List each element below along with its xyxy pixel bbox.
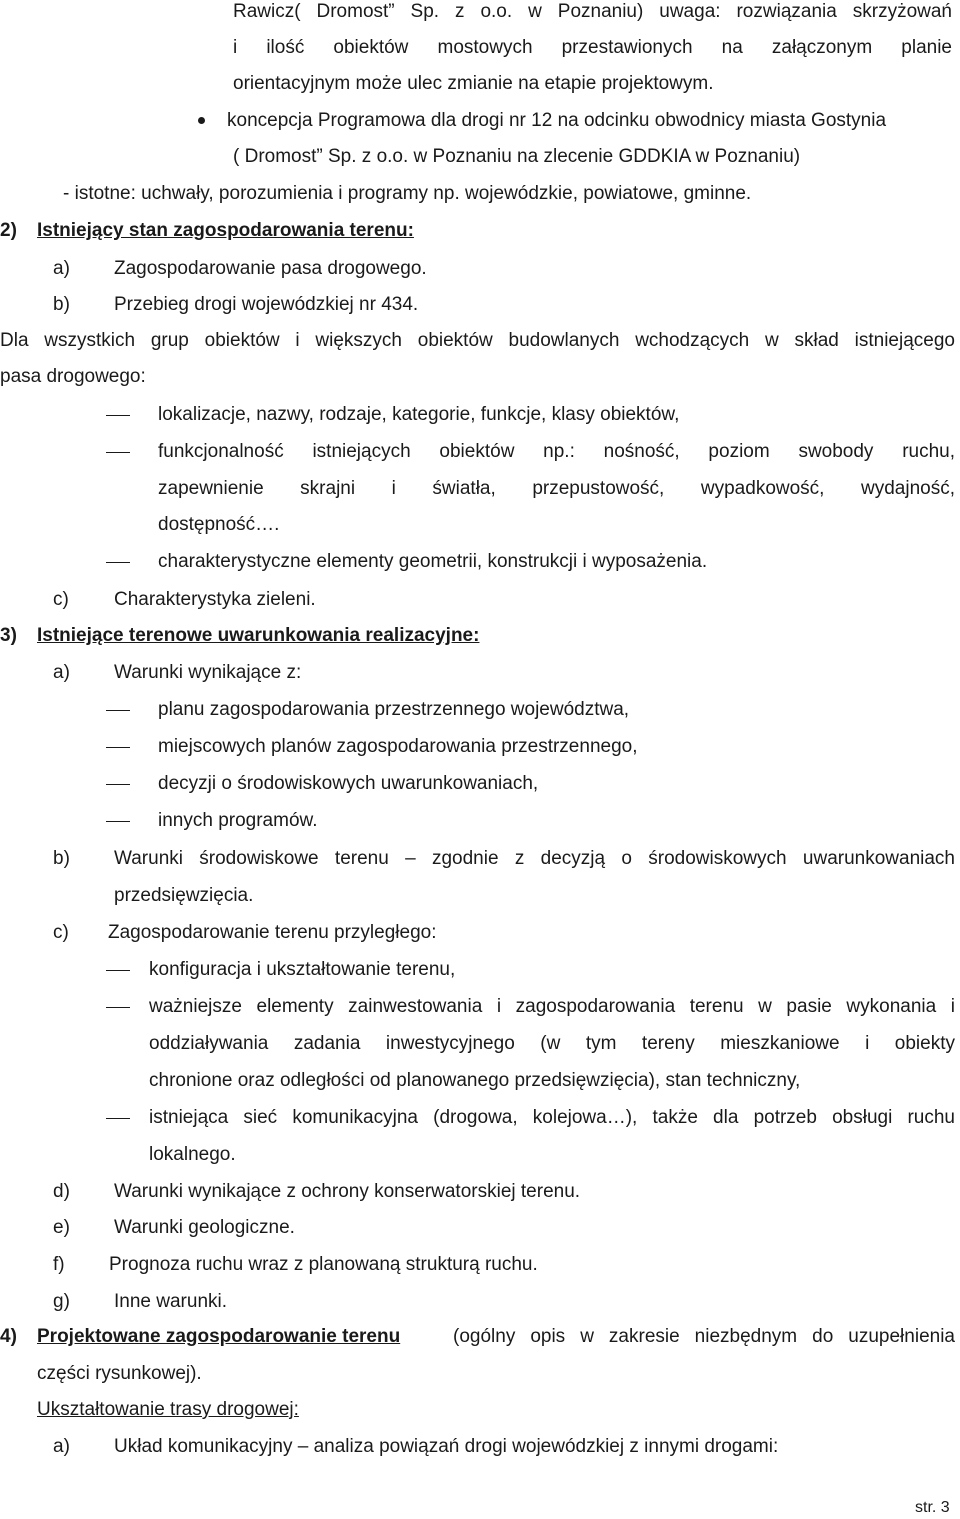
page-number: str. 3 [915, 1499, 950, 1516]
s2-a-text: Zagospodarowanie pasa drogowego. [114, 258, 427, 279]
s3-f-text: Prognoza ruchu wraz z planowaną strukturą ruchu. [109, 1254, 538, 1275]
s3-e-label: e) [53, 1217, 70, 1238]
intro-line-3: orientacyjnym może ulec zmianie na etapie projektowym. [233, 73, 714, 94]
dash-icon [106, 747, 130, 748]
s3-g-label: g) [53, 1291, 70, 1312]
section-4-tail-line-1: (ogólny opis w zakresie niezbędnym do uzupełnienia [453, 1326, 955, 1347]
s3-c-item-3-line-2: lokalnego. [149, 1144, 236, 1165]
s3-c-text: Zagospodarowanie terenu przyległego: [108, 922, 437, 943]
s2-dash-item-2-line-1: funkcjonalność istniejących obiektów np.: nośność, poziom swobody ruchu, [158, 441, 955, 462]
s3-b-line-2: przedsięwzięcia. [114, 885, 254, 906]
s3-g-text: Inne warunki. [114, 1291, 228, 1312]
bullet-item-line-2: ( Dromost” Sp. z o.o. w Poznaniu na zlecenie GDDKIA w Poznaniu) [233, 146, 801, 167]
s2-c-label: c) [53, 589, 69, 610]
s3-a-item-1: planu zagospodarowania przestrzennego województwa, [158, 699, 630, 720]
section-3-number: 3) [0, 625, 17, 646]
section-4-heading: Projektowane zagospodarowanie terenu [37, 1326, 401, 1347]
s3-a-item-2: miejscowych planów zagospodarowania przestrzennego, [158, 736, 638, 757]
s3-a-item-3: decyzji o środowiskowych uwarunkowaniach, [158, 773, 539, 794]
s3-a-item-4: innych programów. [158, 810, 318, 831]
s3-a-label: a) [53, 662, 70, 683]
s3-b-line-1: Warunki środowiskowe terenu – zgodnie z decyzją o środowiskowych uwarunkowaniach [114, 848, 955, 869]
dash-icon [106, 970, 130, 971]
s2-dash-item-2-line-3: dostępność…. [158, 514, 280, 535]
dash-icon [106, 710, 130, 711]
s2-dash-item-3: charakterystyczne elementy geometrii, konstrukcji i wyposażenia. [158, 551, 708, 572]
section-4-subheading: Ukształtowanie trasy drogowej: [37, 1399, 299, 1420]
dash-icon [106, 784, 130, 785]
s3-c-item-2-line-1: ważniejsze elementy zainwestowania i zagospodarowania terenu w pasie wykonania i [149, 996, 955, 1017]
s3-c-item-1: konfiguracja i ukształtowanie terenu, [149, 959, 456, 980]
dash-icon [106, 1118, 130, 1119]
s3-c-item-3-line-1: istniejąca sieć komunikacyjna (drogowa, kolejowa…), także dla potrzeb obsługi ruchu [149, 1107, 955, 1128]
section-4-number: 4) [0, 1326, 17, 1347]
s3-d-label: d) [53, 1181, 70, 1202]
section-4-tail-line-2: części rysunkowej). [37, 1363, 202, 1384]
section-3-heading: Istniejące terenowe uwarunkowania realizacyjne: [37, 625, 480, 646]
s3-c-item-2-line-2: oddziaływania zadania inwestycyjnego (w tym tereny mieszkaniowe i obiekty [149, 1033, 955, 1054]
dash-icon [106, 1007, 130, 1008]
dash-icon [106, 562, 130, 563]
s3-c-label: c) [53, 922, 69, 943]
s3-c-item-2-line-3: chronione oraz odległości od planowanego przedsięwzięcia), stan techniczny, [149, 1070, 801, 1091]
intro-line-2: i ilość obiektów mostowych przestawionych na załączonym planie [233, 37, 952, 58]
s2-b-label: b) [53, 294, 70, 315]
hyphen-item: - istotne: uchwały, porozumienia i programy np. wojewódzkie, powiatowe, gminne. [63, 183, 752, 204]
s2-b-text: Przebieg drogi wojewódzkiej nr 434. [114, 294, 419, 315]
s2-dash-item-2-line-2: zapewnienie skrajni i światła, przepustowość, wypadkowość, wydajność, [158, 478, 955, 499]
section-2-number: 2) [0, 220, 17, 241]
s4-a-text: Układ komunikacyjny – analiza powiązań drogi wojewódzkiej z innymi drogami: [114, 1436, 779, 1457]
s2-c-text: Charakterystyka zieleni. [114, 589, 316, 610]
bullet-item-line-1: koncepcja Programowa dla drogi nr 12 na odcinku obwodnicy miasta Gostynia [227, 110, 887, 131]
s3-e-text: Warunki geologiczne. [114, 1217, 295, 1238]
s3-b-label: b) [53, 848, 70, 869]
intro-line-1: Rawicz( Dromost” Sp. z o.o. w Poznaniu) uwaga: rozwiązania skrzyżowań [233, 1, 952, 22]
dash-icon [106, 415, 130, 416]
s4-a-label: a) [53, 1436, 70, 1457]
s2-a-label: a) [53, 258, 70, 279]
s3-d-text: Warunki wynikające z ochrony konserwatorskiej terenu. [114, 1181, 581, 1202]
s2-paragraph-line-2: pasa drogowego: [0, 366, 146, 387]
bullet-icon [198, 117, 205, 124]
section-2-heading: Istniejący stan zagospodarowania terenu: [37, 220, 414, 241]
s2-paragraph-line-1: Dla wszystkich grup obiektów i większych obiektów budowlanych wchodzących w skład istniejącego [0, 330, 955, 351]
s3-a-text: Warunki wynikające z: [114, 662, 302, 683]
s2-dash-item-1: lokalizacje, nazwy, rodzaje, kategorie, funkcje, klasy obiektów, [158, 404, 680, 425]
dash-icon [106, 821, 130, 822]
s3-f-label: f) [53, 1254, 65, 1275]
dash-icon [106, 452, 130, 453]
